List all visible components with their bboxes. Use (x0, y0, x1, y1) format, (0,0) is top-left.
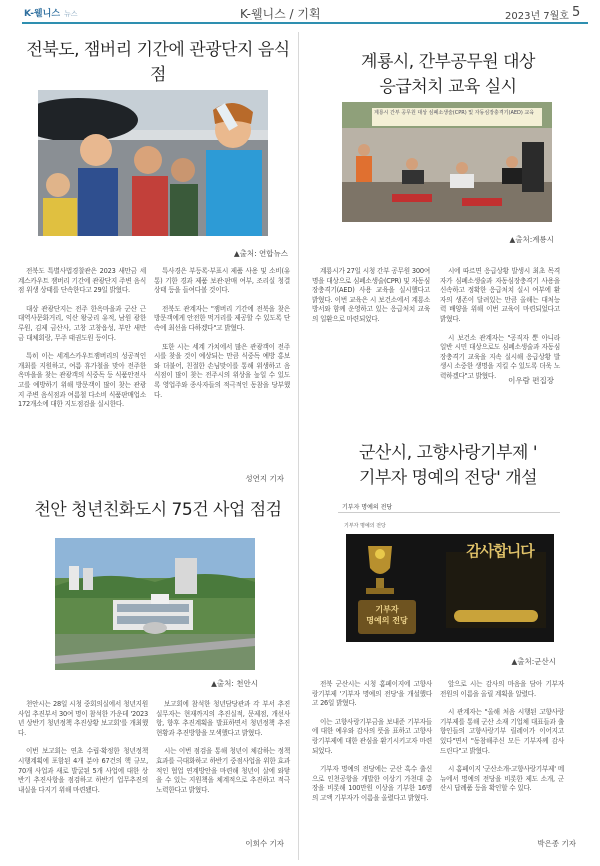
screen-tab: 기부자 명예의 전당 (342, 504, 393, 511)
banner-dark (346, 534, 554, 642)
screen-subtitle: 기부자 명예의 전당 (344, 523, 386, 529)
article-headline: 전북도, 잼버리 기간에 관광단지 음식점 (26, 40, 290, 85)
article-body-col2: 앞으로 시는 감사의 마음을 담아 기부자 전원의 이름을 올릴 계획을 알렸다. 시 관계자는 "올해 처음 시행된 고향사랑 기부제를 통해 군산 소재 기업체 대표들과 출향인들의 고향사랑기부 릴레이가 이어지고 있다"면서 "동참해주신 모든 기부자께 감사드린다"고 밝혔다. 시 홈페이지 '군산소개-고향사랑기부제' 메뉴에서 명예의 전당을 비롯한 제도 소개, 군산시 답례품 등을 확인할 수 있다. (440, 680, 564, 793)
page-number: 5 (572, 5, 581, 20)
article-body-col2: 특사경은 부등록·부표시 제품 사용 및 소비(유통) 기한 경과 제품 보관·판매 여부, 조리실 청결 상태 등을 들여다볼 것이다. 전북도 관계자는 "잼버리 기간에 전북을 찾은 방문객에게 안전한 먹거리를 제공할 수 있도록 단속에 최선을 다하겠다"고 밝혔다. 또한 시는 세계 가치에서 많은 관광객이 전주시를 찾을 것이 예상되는 만큼 식중독 예방 홍보와 더불어, 친절한 손님맞이를 통해 위생하고 음식점이 많이 찾는 전주시의 위상을 높일 수 있도록 영업주와 종사자들의 적극적인 동참을 당부했다. (154, 267, 290, 399)
byline: 성연지 기자 (245, 474, 284, 483)
hall-of-fame-screenshot (338, 500, 560, 650)
article-body-col1: 계룡시가 27일 시청 간부 공무원 300여 명을 대상으로 심폐소생술(CPR) 및 자동심장충격기(AED) 사용 교육을 실시했다고 밝혔다. 이번 교육은 시 보건소에서 계룡소방서와 함께 운영하고 있는 응급처치 교육의 일환으로 마련되었다. (312, 267, 430, 323)
photo-banner: 계룡시 간부 공무원 대상 심폐소생술(CPR) 및 자동심장충격기(AED) 교육 (374, 110, 535, 116)
header-rule (22, 22, 588, 24)
article-body-col2: 시에 따르면 응급상황 발생시 최초 목격자가 심폐소생술과 자동심장충격기 사용을 신속하고 정확한 응급처치 실시 여부에 환자의 생존이 달려있는 만큼 올해는 대처능력 배양을 위해 이번 교육이 마련되었다고 밝혔다. 시 보건소 관계자는 "공직자 뿐 아니라 일반 시민 대상으로도 심폐소생술과 자동심장충격기 교육을 지속 실시해 응급상황 발생시 소중한 생명을 지킬 수 있도록 더욱 노력하겠다"고 밝혔다. (440, 267, 560, 380)
article-headline: 군산시, 고향사랑기부제 ' 기부자 명예의 전당' 개설 (358, 443, 538, 488)
column-divider (298, 32, 299, 860)
cheonan-city-hall-photo (55, 538, 255, 670)
banner-headline: 감사합니다 (466, 542, 534, 560)
publication-logo: K-웰니스 뉴스 (24, 9, 78, 19)
article-headline: 계룡시, 간부공무원 대상 응급처치 교육 실시 (361, 52, 535, 97)
article-body-col2: 보고회에 참석한 청년담당관과 각 부서 추진 실무자는 현재까지의 추진실적, 문제점, 개선사항, 향후 추진계획을 발표하면서 청년정책 추진현황과 추진방향을 모색했다고 밝혔다. 시는 이번 점검을 통해 청년이 체감하는 정책효과를 극대화하고 하반기 중점사업을 위한 효과적인 협업 연계방안을 마련해 청년이 살에 와닿을 수 있는 지원책을 체계적으로 추진하고 적극 노력한다고 밝혔다. (156, 700, 290, 794)
issue-date: 2023년 7월호 (505, 11, 569, 22)
article-body-col1: 전북 군산시는 시청 홈페이지에 고향사랑기부제 '기부자 명예의 전당'을 개설했다고 26일 밝혔다. 이는 고향사랑기부금을 보내준 기부자들에 대한 예우와 감사의 뜻을 표하고 고향사랑기부제에 대한 관심을 환기시키고자 마련되었다. 기부자 명예의 전당에는 군산 혹수 출신으로 인천공항을 개발한 이상기 가천대 총장을 비롯해 100만원 이상을 기부한 16명의 고액 기부자가 이름을 올렸다고 밝혔다. (312, 680, 432, 802)
article-headline: 천안 청년친화도시 75건 사업 점검 (34, 500, 282, 520)
article-body-col1: 천안시는 28일 시청 중회의실에서 청년지원사업 추진부서 30여 명이 참석한 가운데 '2023년 상반기 청년정책 추진상황 보고회'를 개최했다. 이번 보고회는 연초 수립·확정한 청년정책 시행계획에 포함된 4개 분야 67건의 핵 규모, 70개 사업과 새로 발굴된 5개 사업에 대한 상반기 추진사항을 점검하고 하반기 업무추진의 내실을 다지기 위해 마련됐다. (18, 700, 148, 794)
byline: 박은종 기자 (537, 839, 576, 848)
byline: 이우람 편집장 (508, 376, 554, 385)
page-header (0, 0, 600, 26)
cpr-training-photo (342, 102, 552, 222)
section-title: K-웰니스 / 기획 (240, 7, 321, 21)
byline: 이희수 기자 (245, 839, 284, 848)
photo-credit: ▲출처: 연합뉴스 (233, 249, 288, 258)
photo-credit: ▲출처:군산시 (511, 657, 556, 666)
screen-divider (338, 512, 560, 513)
banner-plaque: 기부자 명예의 전당 (366, 605, 408, 625)
photo-credit: ▲출처:계룡시 (509, 235, 554, 244)
photo-credit: ▲출처: 천안시 (211, 679, 258, 688)
article-body-col1: 전북도 특별사법경찰관은 2023 새만금 세계스카우트 잼버리 기간에 관광단지 주변 음식점 위생 상태를 단속한다고 29일 밝혔다. 대상 관광단지는 전주 한옥마을과 군산 근대역사문화거리, 익산 왕궁리 유적, 남원 광한루원, 김제 금산사, 고창 고창읍성, 부안 새만금 대체회랑, 무주 태권도원 등이다. 특히 이는 세계스카우트잼버리의 성공적인 개최를 지원하고, 여름 휴가철을 맞아 전주한옥마을을 찾는 관광객의 식중독 등 식품안전사고를 예방하기 위해 방문객이 많이 찾는 관광지 주변 음식점과 여름철 다소비 식품판매업소 172개소에 대한 지도점검을 실시한다. (18, 267, 146, 409)
jamboree-photo (38, 90, 268, 236)
